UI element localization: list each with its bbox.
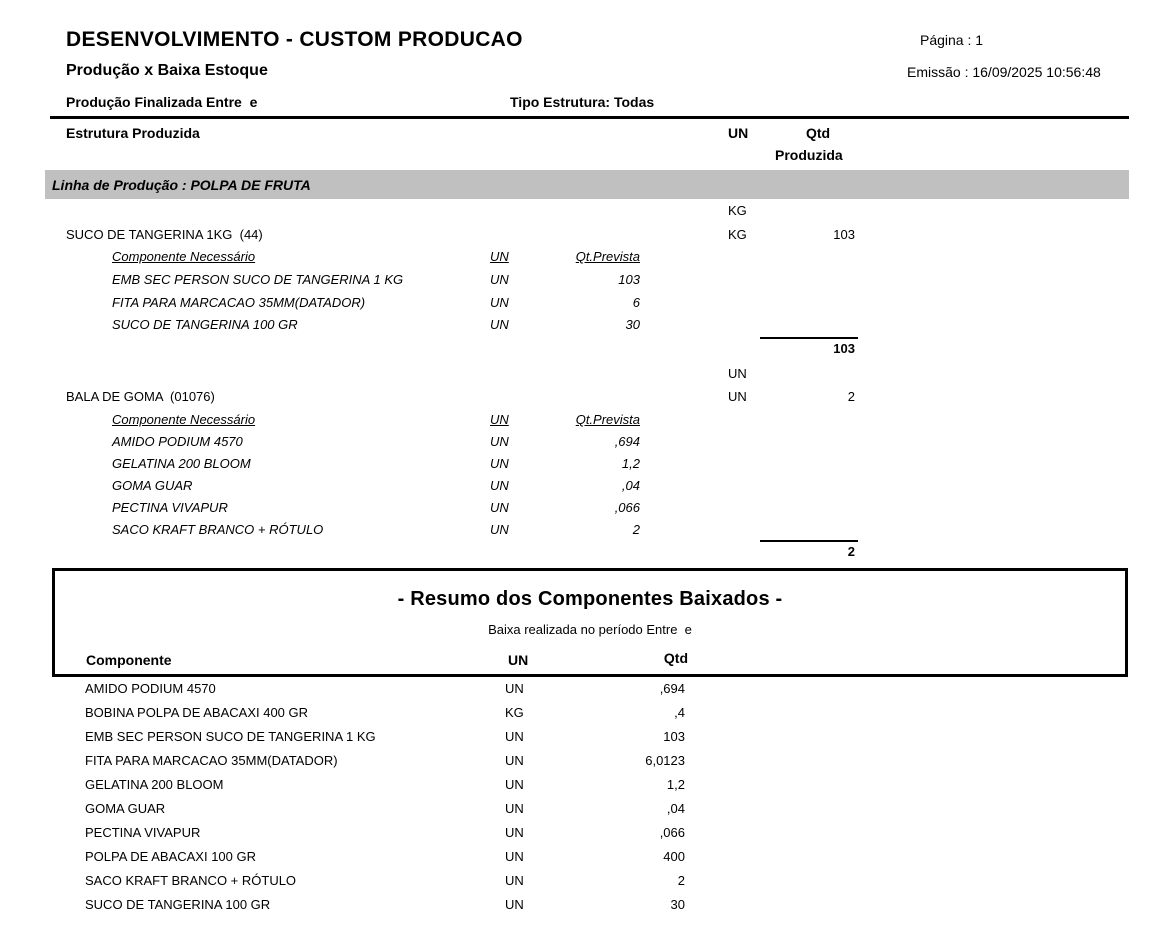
resumo-row-name: BOBINA POLPA DE ABACAXI 400 GR [85,705,309,720]
column-header-qtd: Qtd [806,125,831,141]
resumo-row-qtd: 103 [663,729,685,744]
column-header-estrutura: Estrutura Produzida [66,125,200,141]
component-un: UN [490,500,509,515]
report-subtitle: Produção x Baixa Estoque [66,62,268,79]
component-un: UN [490,434,509,449]
component-header-qt-label: Qt.Prevista [575,249,640,264]
component-qty: 6 [632,295,640,310]
component-name: PECTINA VIVAPUR [112,500,228,515]
resumo-row-un: UN [505,849,524,864]
product-name: BALA DE GOMA (01076) [66,389,215,404]
component-un: UN [490,478,509,493]
component-header-un: UN [490,249,509,264]
product-qty: 2 [847,389,855,404]
resumo-row-qtd: 2 [677,873,685,888]
resumo-row-name: GELATINA 200 BLOOM [85,777,224,792]
resumo-row-un: UN [505,897,524,912]
resumo-row-name: POLPA DE ABACAXI 100 GR [85,849,257,864]
report-title: DESENVOLVIMENTO - CUSTOM PRODUCAO [66,28,523,51]
resumo-row-name: SACO KRAFT BRANCO + RÓTULO [85,873,297,888]
resumo-row-name: SUCO DE TANGERINA 100 GR [85,897,271,912]
component-name: SACO KRAFT BRANCO + RÓTULO [112,522,324,537]
component-qty: ,694 [614,434,640,449]
resumo-title: - Resumo dos Componentes Baixados - [397,588,783,610]
component-qty: ,066 [614,500,640,515]
block-total: 103 [833,341,855,356]
resumo-row-qtd: 1,2 [666,777,685,792]
column-header-qtd-produzida: Produzida [775,147,843,163]
component-name: AMIDO PODIUM 4570 [112,434,243,449]
component-name: GOMA GUAR [112,478,193,493]
component-header-qt-label: Qt.Prevista [575,412,640,427]
component-header-un: UN [490,412,509,427]
resumo-row-qtd: 400 [663,849,685,864]
emission-date: Emissão : 16/09/2025 10:56:48 [907,64,1101,80]
filter-structure-type: Tipo Estrutura: Todas [510,94,655,110]
component-un: UN [490,317,509,332]
resumo-header-componente: Componente [86,652,172,668]
component-un: UN [490,295,509,310]
block-total: 2 [847,544,855,559]
component-header-name: Componente Necessário [112,249,256,264]
component-qty: ,04 [621,478,640,493]
resumo-row-un: KG [505,705,524,720]
product-un: KG [728,227,747,242]
resumo-subtitle: Baixa realizada no período Entre e [488,622,692,637]
block-pre-un: UN [728,366,747,381]
resumo-row-name: GOMA GUAR [85,801,166,816]
resumo-box [52,568,1128,677]
resumo-header-un: UN [508,652,529,668]
resumo-row-un: UN [505,753,524,768]
component-un: UN [490,456,509,471]
resumo-row-qtd: ,4 [674,705,685,720]
resumo-row-un: UN [505,777,524,792]
component-un: UN [490,272,509,287]
filter-production-period: Produção Finalizada Entre e [66,94,258,110]
production-line-band [45,170,1129,199]
production-line-label: Linha de Produção : POLPA DE FRUTA [52,176,311,193]
resumo-row-un: UN [505,681,524,696]
resumo-header-qtd: Qtd [663,650,688,666]
resumo-row-name: PECTINA VIVAPUR [85,825,201,840]
block-pre-un: KG [728,203,747,218]
component-name: GELATINA 200 BLOOM [112,456,251,471]
product-name: SUCO DE TANGERINA 1KG (44) [66,227,263,242]
resumo-row-qtd: 30 [670,897,685,912]
page-number: Página : 1 [920,32,984,48]
column-header-un: UN [728,125,749,141]
component-qty: 30 [625,317,640,332]
resumo-row-qtd: ,694 [659,681,685,696]
resumo-row-name: EMB SEC PERSON SUCO DE TANGERINA 1 KG [85,729,376,744]
resumo-row-name: FITA PARA MARCACAO 35MM(DATADOR) [85,753,338,768]
component-name: EMB SEC PERSON SUCO DE TANGERINA 1 KG [112,272,404,287]
component-header-qt [520,412,640,427]
component-name: SUCO DE TANGERINA 100 GR [112,317,298,332]
component-qty: 2 [632,522,640,537]
resumo-row-qtd: ,04 [666,801,685,816]
component-un: UN [490,522,509,537]
component-qty: 103 [618,272,640,287]
component-qty: 1,2 [621,456,640,471]
resumo-row-qtd: 6,0123 [645,753,685,768]
resumo-row-un: UN [505,873,524,888]
component-header-name: Componente Necessário [112,412,256,427]
header-rule [50,116,1129,119]
resumo-row-un: UN [505,825,524,840]
resumo-row-un: UN [505,729,524,744]
block-total-rule [760,540,858,542]
component-header-qt [520,249,640,264]
component-name: FITA PARA MARCACAO 35MM(DATADOR) [112,295,366,310]
resumo-row-qtd: ,066 [659,825,685,840]
resumo-row-name: AMIDO PODIUM 4570 [85,681,216,696]
product-qty: 103 [833,227,855,242]
resumo-row-un: UN [505,801,524,816]
product-un: UN [728,389,747,404]
block-total-rule [760,337,858,339]
